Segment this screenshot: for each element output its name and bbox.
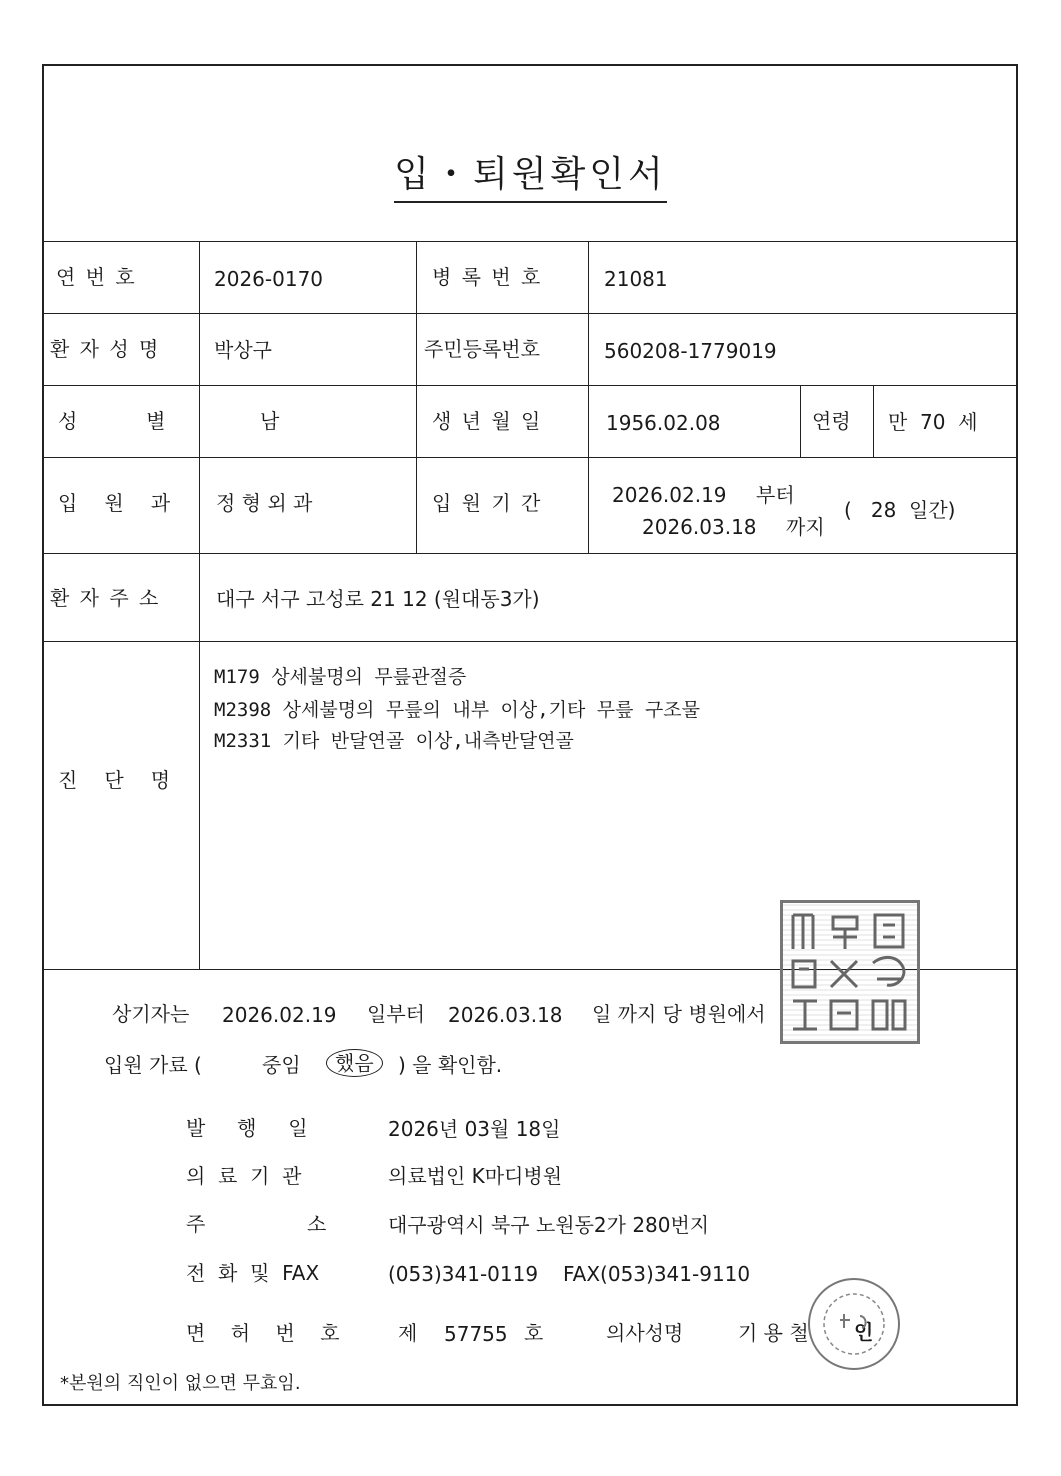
patient-name-value: 박상구 <box>214 338 272 362</box>
seal-pattern-icon <box>783 903 917 1041</box>
birth-label: 생 년 월 일 <box>432 409 543 433</box>
period-label: 입 원 기 간 <box>432 491 543 515</box>
seal-mark: 인 <box>854 1320 874 1344</box>
age-value: 만 70 세 <box>888 410 978 434</box>
table-line <box>42 553 1018 554</box>
doctor-seal-stamp <box>808 1278 900 1370</box>
fax-value: FAX(053)341-9110 <box>563 1262 751 1286</box>
table-line <box>873 385 874 457</box>
doctor-label: 의사성명 <box>606 1321 684 1345</box>
footer-note: *본원의 직인이 없으면 무효임. <box>60 1373 301 1394</box>
resident-no-value: 560208-1779019 <box>604 339 777 363</box>
table-line <box>42 457 1018 458</box>
document-title: 입・퇴원확인서 <box>0 146 1061 197</box>
phone-label: 전 화 및 FAX <box>186 1261 320 1285</box>
statement-prefix: 상기자는 <box>112 1002 190 1026</box>
birth-value: 1956.02.08 <box>606 411 721 435</box>
table-line <box>42 641 1018 642</box>
table-line <box>199 241 200 969</box>
statement-from-suffix: 일부터 <box>367 1002 425 1026</box>
table-line <box>416 241 417 553</box>
table-line <box>588 241 589 553</box>
statement-to-date: 2026.03.18 <box>448 1003 563 1027</box>
doctor-name: 기 용 철 <box>738 1321 809 1345</box>
resident-no-label: 주민등록번호 <box>424 337 540 361</box>
record-no-value: 21081 <box>604 267 668 291</box>
issuer-address-label: 주 소 <box>186 1212 327 1236</box>
table-line <box>42 313 1018 314</box>
license-number: 57755 <box>444 1322 508 1346</box>
record-no-label: 병 록 번 호 <box>432 265 543 289</box>
sex-label: 성 별 <box>58 409 168 433</box>
option-completed: 했음 <box>326 1049 383 1077</box>
phone-value: (053)341-0119 <box>388 1262 539 1286</box>
serial-no-value: 2026-0170 <box>214 267 324 291</box>
institution-value: 의료법인 K마디병원 <box>388 1164 563 1188</box>
diagnosis-label: 진 단 명 <box>58 768 173 792</box>
issue-date-label: 발 행 일 <box>186 1116 308 1140</box>
issuer-address-value: 대구광역시 북구 노원동2가 280번지 <box>388 1213 710 1237</box>
statement-from-date: 2026.02.19 <box>222 1003 337 1027</box>
address-value: 대구 서구 고성로 21 12 (원대동3가) <box>216 587 540 611</box>
diagnosis-item: M2331 기타 반달연골 이상,내측반달연골 <box>214 730 574 752</box>
institution-label: 의 료 기 관 <box>186 1164 302 1188</box>
hospital-seal-stamp <box>780 900 920 1044</box>
serial-no-label: 연 번 호 <box>56 265 137 289</box>
option-ongoing: 중임 <box>262 1053 301 1077</box>
diagnosis-item: M2398 상세불명의 무릎의 내부 이상,기타 무릎 구조물 <box>214 699 700 721</box>
address-label: 환 자 주 소 <box>50 586 161 610</box>
period-from-suffix: 부터 <box>756 483 795 507</box>
table-line <box>42 385 1018 386</box>
license-label: 면 허 번 호 <box>186 1321 340 1345</box>
statement-to-suffix: 일 까지 당 병원에서 <box>592 1002 766 1026</box>
table-line <box>42 241 1018 242</box>
period-to: 2026.03.18 <box>642 515 757 539</box>
age-label: 연령 <box>812 409 851 433</box>
dept-value: 정 형 외 과 <box>216 491 313 515</box>
patient-name-label: 환 자 성 명 <box>50 337 161 361</box>
table-line <box>800 385 801 457</box>
license-prefix: 제 <box>398 1321 418 1345</box>
period-from: 2026.02.19 <box>612 483 727 507</box>
dept-label: 입 원 과 <box>58 491 173 515</box>
period-days: ( 28 일간) <box>844 498 956 522</box>
round-seal-icon <box>810 1280 898 1368</box>
issue-date-value: 2026년 03월 18일 <box>388 1117 561 1141</box>
license-suffix: 호 <box>524 1321 544 1345</box>
diagnosis-item: M179 상세불명의 무릎관절증 <box>214 666 467 688</box>
period-to-suffix: 까지 <box>786 515 825 539</box>
sex-value: 남 <box>260 409 280 433</box>
statement-line2-suffix: ) 을 확인함. <box>398 1053 503 1077</box>
statement-line2-prefix: 입원 가료 ( <box>104 1053 202 1077</box>
